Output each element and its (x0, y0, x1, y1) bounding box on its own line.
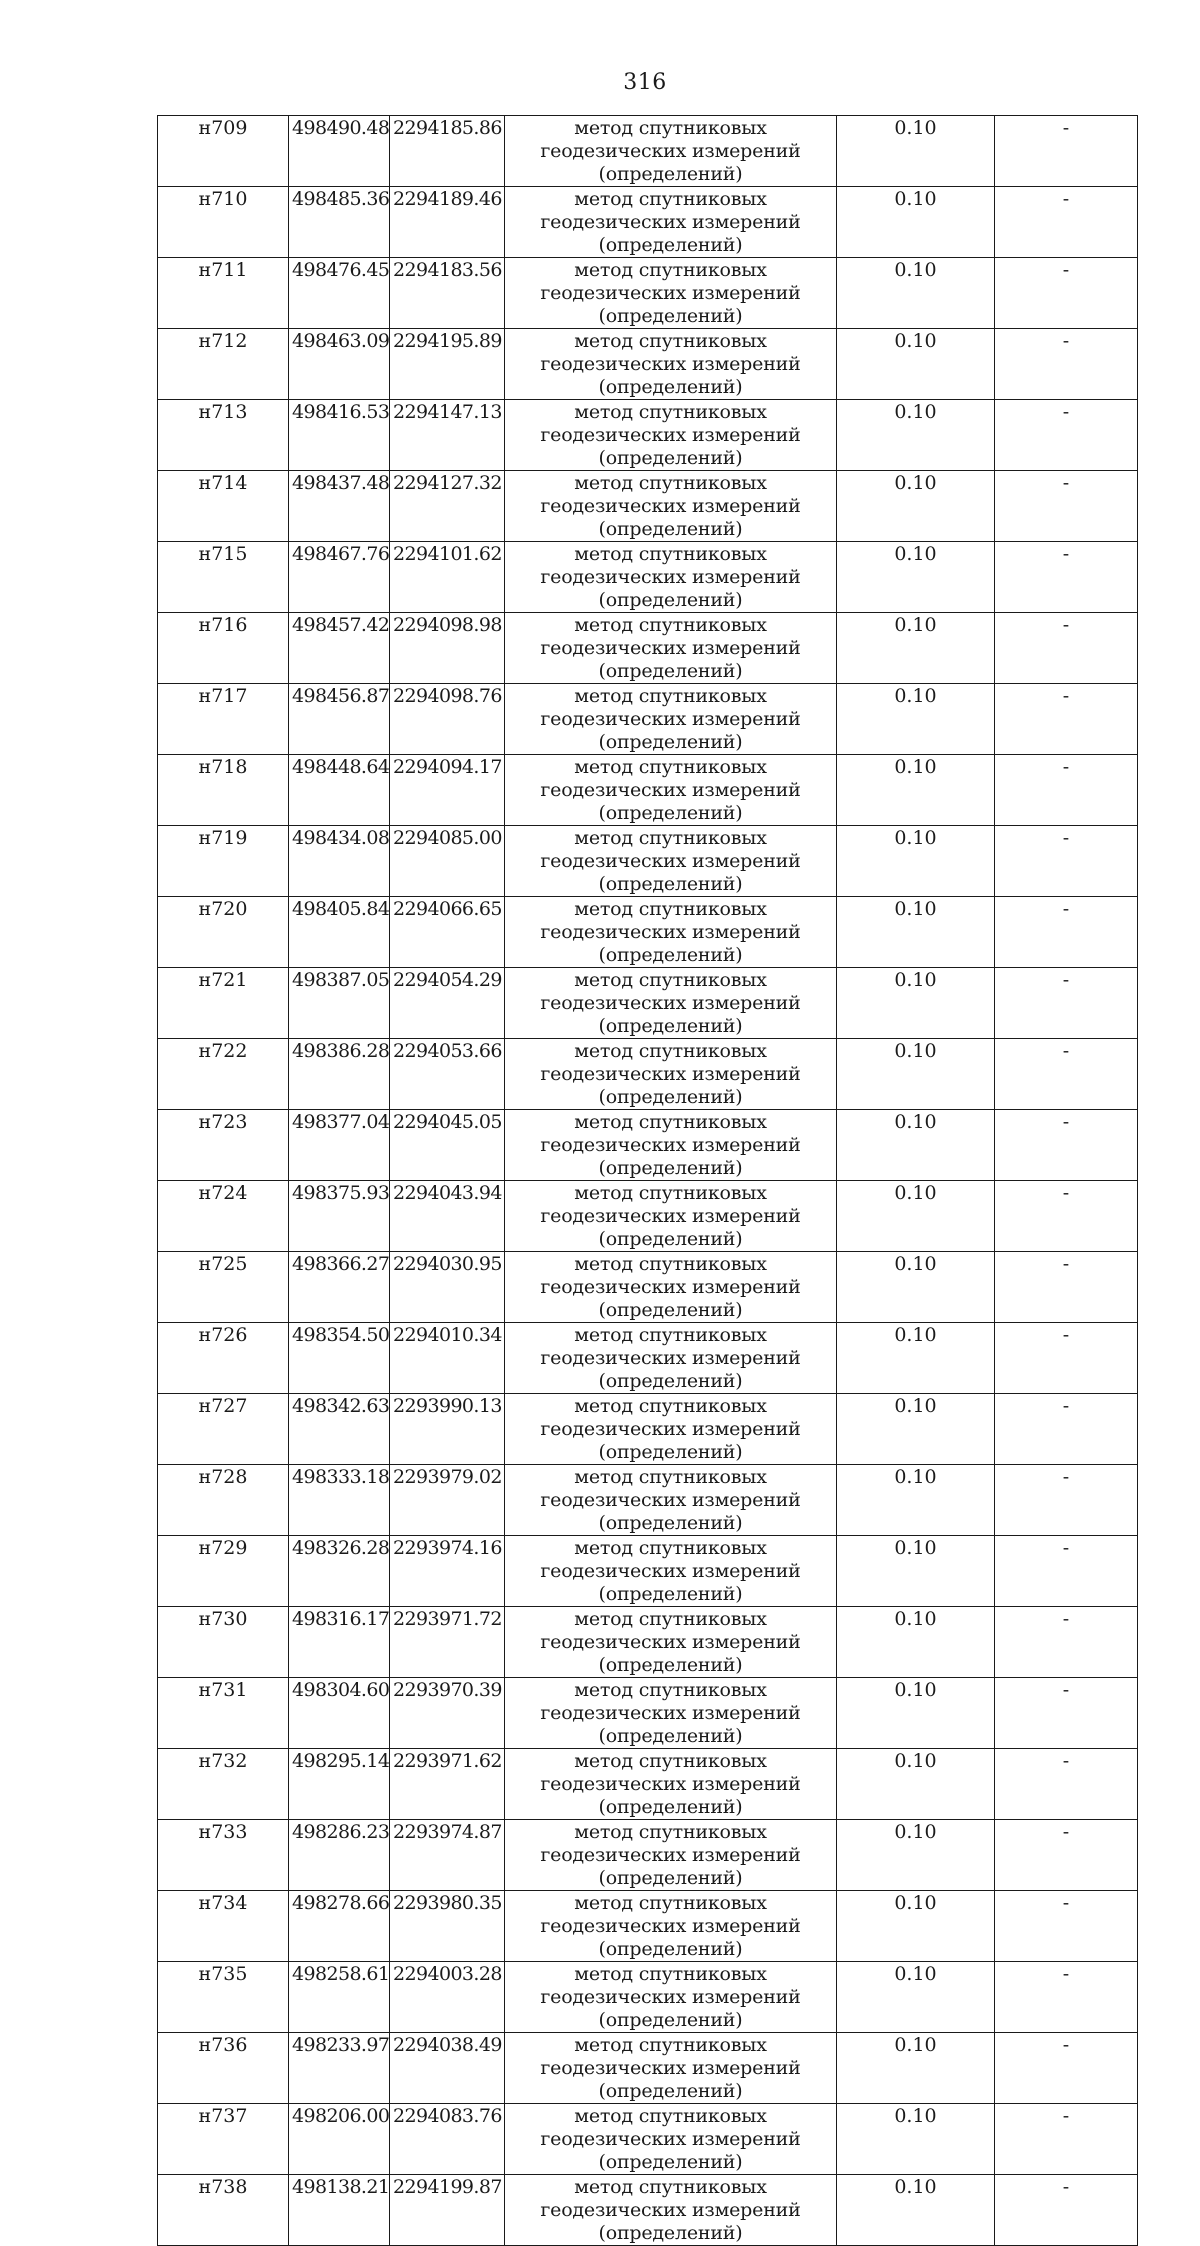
table-row (158, 542, 1138, 613)
point-name-cell: н736 (158, 2033, 289, 2104)
extra-cell: - (995, 1252, 1138, 1323)
coordinates-table-body (158, 116, 1138, 2246)
x-coordinate-cell: 498463.09 (289, 329, 390, 400)
table-row (158, 1465, 1138, 1536)
accuracy-cell: 0.10 (837, 542, 995, 613)
y-coordinate-cell: 2294189.46 (390, 187, 505, 258)
point-name-cell: н719 (158, 826, 289, 897)
method-cell: метод спутниковых геодезических измерений (определений) (505, 542, 837, 613)
extra-cell: - (995, 400, 1138, 471)
method-cell: метод спутниковых геодезических измерений (определений) (505, 1323, 837, 1394)
method-cell: метод спутниковых геодезических измерений (определений) (505, 1465, 837, 1536)
point-name-cell: н732 (158, 1749, 289, 1820)
accuracy-cell: 0.10 (837, 1252, 995, 1323)
x-coordinate-cell: 498416.53 (289, 400, 390, 471)
extra-cell: - (995, 613, 1138, 684)
x-coordinate-cell: 498233.97 (289, 2033, 390, 2104)
method-cell: метод спутниковых геодезических измерений (определений) (505, 2104, 837, 2175)
extra-cell: - (995, 1891, 1138, 1962)
point-name-cell: н734 (158, 1891, 289, 1962)
y-coordinate-cell: 2293974.16 (390, 1536, 505, 1607)
extra-cell: - (995, 1465, 1138, 1536)
y-coordinate-cell: 2293990.13 (390, 1394, 505, 1465)
accuracy-cell: 0.10 (837, 1820, 995, 1891)
method-cell: метод спутниковых геодезических измерений (определений) (505, 1252, 837, 1323)
x-coordinate-cell: 498286.23 (289, 1820, 390, 1891)
extra-cell: - (995, 1536, 1138, 1607)
extra-cell: - (995, 2175, 1138, 2246)
point-name-cell: н728 (158, 1465, 289, 1536)
point-name-cell: н709 (158, 116, 289, 187)
method-cell: метод спутниковых геодезических измерений (определений) (505, 1039, 837, 1110)
method-cell: метод спутниковых геодезических измерений (определений) (505, 1749, 837, 1820)
extra-cell: - (995, 2104, 1138, 2175)
extra-cell: - (995, 2033, 1138, 2104)
y-coordinate-cell: 2294003.28 (390, 1962, 505, 2033)
extra-cell: - (995, 329, 1138, 400)
accuracy-cell: 0.10 (837, 897, 995, 968)
table-row (158, 471, 1138, 542)
y-coordinate-cell: 2293979.02 (390, 1465, 505, 1536)
extra-cell: - (995, 1110, 1138, 1181)
method-cell: метод спутниковых геодезических измерений (определений) (505, 1962, 837, 2033)
table-row (158, 684, 1138, 755)
accuracy-cell: 0.10 (837, 1181, 995, 1252)
method-cell: метод спутниковых геодезических измерений (определений) (505, 400, 837, 471)
x-coordinate-cell: 498448.64 (289, 755, 390, 826)
x-coordinate-cell: 498295.14 (289, 1749, 390, 1820)
x-coordinate-cell: 498138.21 (289, 2175, 390, 2246)
accuracy-cell: 0.10 (837, 1394, 995, 1465)
method-cell: метод спутниковых геодезических измерений (определений) (505, 755, 837, 826)
accuracy-cell: 0.10 (837, 968, 995, 1039)
table-row (158, 613, 1138, 684)
x-coordinate-cell: 498467.76 (289, 542, 390, 613)
table-row (158, 258, 1138, 329)
point-name-cell: н737 (158, 2104, 289, 2175)
extra-cell: - (995, 1394, 1138, 1465)
x-coordinate-cell: 498456.87 (289, 684, 390, 755)
extra-cell: - (995, 1039, 1138, 1110)
extra-cell: - (995, 187, 1138, 258)
point-name-cell: н724 (158, 1181, 289, 1252)
table-row (158, 968, 1138, 1039)
table-row (158, 2104, 1138, 2175)
y-coordinate-cell: 2294101.62 (390, 542, 505, 613)
accuracy-cell: 0.10 (837, 1323, 995, 1394)
page-number: 316 (623, 70, 667, 95)
extra-cell: - (995, 116, 1138, 187)
accuracy-cell: 0.10 (837, 471, 995, 542)
y-coordinate-cell: 2294199.87 (390, 2175, 505, 2246)
y-coordinate-cell: 2294195.89 (390, 329, 505, 400)
accuracy-cell: 0.10 (837, 613, 995, 684)
x-coordinate-cell: 498387.05 (289, 968, 390, 1039)
table-row (158, 187, 1138, 258)
method-cell: метод спутниковых геодезических измерений (определений) (505, 826, 837, 897)
x-coordinate-cell: 498437.48 (289, 471, 390, 542)
table-row (158, 1678, 1138, 1749)
x-coordinate-cell: 498354.50 (289, 1323, 390, 1394)
x-coordinate-cell: 498333.18 (289, 1465, 390, 1536)
y-coordinate-cell: 2294147.13 (390, 400, 505, 471)
x-coordinate-cell: 498326.28 (289, 1536, 390, 1607)
accuracy-cell: 0.10 (837, 187, 995, 258)
y-coordinate-cell: 2293974.87 (390, 1820, 505, 1891)
method-cell: метод спутниковых геодезических измерений (определений) (505, 187, 837, 258)
x-coordinate-cell: 498476.45 (289, 258, 390, 329)
accuracy-cell: 0.10 (837, 755, 995, 826)
x-coordinate-cell: 498485.36 (289, 187, 390, 258)
point-name-cell: н729 (158, 1536, 289, 1607)
method-cell: метод спутниковых геодезических измерений (определений) (505, 1607, 837, 1678)
table-row (158, 1536, 1138, 1607)
y-coordinate-cell: 2294053.66 (390, 1039, 505, 1110)
x-coordinate-cell: 498434.08 (289, 826, 390, 897)
method-cell: метод спутниковых геодезических измерений (определений) (505, 2175, 837, 2246)
table-row (158, 826, 1138, 897)
y-coordinate-cell: 2294066.65 (390, 897, 505, 968)
table-row (158, 1749, 1138, 1820)
point-name-cell: н717 (158, 684, 289, 755)
accuracy-cell: 0.10 (837, 1749, 995, 1820)
point-name-cell: н715 (158, 542, 289, 613)
accuracy-cell: 0.10 (837, 1678, 995, 1749)
table-row (158, 1394, 1138, 1465)
table-row (158, 1252, 1138, 1323)
point-name-cell: н710 (158, 187, 289, 258)
x-coordinate-cell: 498304.60 (289, 1678, 390, 1749)
table-row (158, 400, 1138, 471)
y-coordinate-cell: 2294098.98 (390, 613, 505, 684)
accuracy-cell: 0.10 (837, 2175, 995, 2246)
extra-cell: - (995, 1749, 1138, 1820)
method-cell: метод спутниковых геодезических измерений (определений) (505, 329, 837, 400)
method-cell: метод спутниковых геодезических измерений (определений) (505, 613, 837, 684)
point-name-cell: н714 (158, 471, 289, 542)
table-row (158, 1891, 1138, 1962)
table-row (158, 1962, 1138, 2033)
point-name-cell: н718 (158, 755, 289, 826)
method-cell: метод спутниковых геодезических измерений (определений) (505, 1678, 837, 1749)
method-cell: метод спутниковых геодезических измерений (определений) (505, 897, 837, 968)
point-name-cell: н713 (158, 400, 289, 471)
accuracy-cell: 0.10 (837, 1039, 995, 1110)
accuracy-cell: 0.10 (837, 116, 995, 187)
y-coordinate-cell: 2294038.49 (390, 2033, 505, 2104)
method-cell: метод спутниковых геодезических измерений (определений) (505, 1891, 837, 1962)
extra-cell: - (995, 684, 1138, 755)
extra-cell: - (995, 968, 1138, 1039)
point-name-cell: н731 (158, 1678, 289, 1749)
table-row (158, 1039, 1138, 1110)
y-coordinate-cell: 2293971.62 (390, 1749, 505, 1820)
accuracy-cell: 0.10 (837, 684, 995, 755)
accuracy-cell: 0.10 (837, 400, 995, 471)
method-cell: метод спутниковых геодезических измерений (определений) (505, 471, 837, 542)
table-row (158, 1323, 1138, 1394)
extra-cell: - (995, 826, 1138, 897)
extra-cell: - (995, 1607, 1138, 1678)
method-cell: метод спутниковых геодезических измерений (определений) (505, 1181, 837, 1252)
method-cell: метод спутниковых геодезических измерений (определений) (505, 1536, 837, 1607)
x-coordinate-cell: 498278.66 (289, 1891, 390, 1962)
point-name-cell: н738 (158, 2175, 289, 2246)
y-coordinate-cell: 2294183.56 (390, 258, 505, 329)
method-cell: метод спутниковых геодезических измерений (определений) (505, 258, 837, 329)
y-coordinate-cell: 2293971.72 (390, 1607, 505, 1678)
extra-cell: - (995, 258, 1138, 329)
method-cell: метод спутниковых геодезических измерений (определений) (505, 1394, 837, 1465)
method-cell: метод спутниковых геодезических измерений (определений) (505, 684, 837, 755)
y-coordinate-cell: 2294043.94 (390, 1181, 505, 1252)
x-coordinate-cell: 498342.63 (289, 1394, 390, 1465)
table-row (158, 1820, 1138, 1891)
accuracy-cell: 0.10 (837, 1891, 995, 1962)
x-coordinate-cell: 498375.93 (289, 1181, 390, 1252)
coordinates-table (157, 115, 1138, 2246)
extra-cell: - (995, 755, 1138, 826)
point-name-cell: н720 (158, 897, 289, 968)
y-coordinate-cell: 2293980.35 (390, 1891, 505, 1962)
extra-cell: - (995, 1678, 1138, 1749)
table-row (158, 2033, 1138, 2104)
point-name-cell: н716 (158, 613, 289, 684)
method-cell: метод спутниковых геодезических измерений (определений) (505, 116, 837, 187)
method-cell: метод спутниковых геодезических измерений (определений) (505, 1820, 837, 1891)
point-name-cell: н721 (158, 968, 289, 1039)
accuracy-cell: 0.10 (837, 2033, 995, 2104)
extra-cell: - (995, 1820, 1138, 1891)
point-name-cell: н726 (158, 1323, 289, 1394)
table-row (158, 329, 1138, 400)
point-name-cell: н722 (158, 1039, 289, 1110)
accuracy-cell: 0.10 (837, 2104, 995, 2175)
y-coordinate-cell: 2294010.34 (390, 1323, 505, 1394)
point-name-cell: н725 (158, 1252, 289, 1323)
point-name-cell: н735 (158, 1962, 289, 2033)
method-cell: метод спутниковых геодезических измерений (определений) (505, 968, 837, 1039)
point-name-cell: н733 (158, 1820, 289, 1891)
x-coordinate-cell: 498386.28 (289, 1039, 390, 1110)
extra-cell: - (995, 542, 1138, 613)
point-name-cell: н712 (158, 329, 289, 400)
table-row (158, 1181, 1138, 1252)
x-coordinate-cell: 498490.48 (289, 116, 390, 187)
table-row (158, 116, 1138, 187)
method-cell: метод спутниковых геодезических измерений (определений) (505, 2033, 837, 2104)
table-row (158, 1110, 1138, 1181)
accuracy-cell: 0.10 (837, 1465, 995, 1536)
y-coordinate-cell: 2294098.76 (390, 684, 505, 755)
table-row (158, 1607, 1138, 1678)
extra-cell: - (995, 1323, 1138, 1394)
x-coordinate-cell: 498206.00 (289, 2104, 390, 2175)
x-coordinate-cell: 498258.61 (289, 1962, 390, 2033)
accuracy-cell: 0.10 (837, 1607, 995, 1678)
extra-cell: - (995, 1962, 1138, 2033)
table-row (158, 755, 1138, 826)
accuracy-cell: 0.10 (837, 1536, 995, 1607)
x-coordinate-cell: 498405.84 (289, 897, 390, 968)
point-name-cell: н730 (158, 1607, 289, 1678)
x-coordinate-cell: 498316.17 (289, 1607, 390, 1678)
extra-cell: - (995, 471, 1138, 542)
y-coordinate-cell: 2294030.95 (390, 1252, 505, 1323)
y-coordinate-cell: 2294083.76 (390, 2104, 505, 2175)
accuracy-cell: 0.10 (837, 826, 995, 897)
accuracy-cell: 0.10 (837, 258, 995, 329)
accuracy-cell: 0.10 (837, 1962, 995, 2033)
x-coordinate-cell: 498457.42 (289, 613, 390, 684)
y-coordinate-cell: 2294045.05 (390, 1110, 505, 1181)
y-coordinate-cell: 2294185.86 (390, 116, 505, 187)
x-coordinate-cell: 498377.04 (289, 1110, 390, 1181)
accuracy-cell: 0.10 (837, 329, 995, 400)
y-coordinate-cell: 2294127.32 (390, 471, 505, 542)
table-row (158, 2175, 1138, 2246)
y-coordinate-cell: 2294054.29 (390, 968, 505, 1039)
point-name-cell: н727 (158, 1394, 289, 1465)
point-name-cell: н711 (158, 258, 289, 329)
point-name-cell: н723 (158, 1110, 289, 1181)
y-coordinate-cell: 2294094.17 (390, 755, 505, 826)
table-row (158, 897, 1138, 968)
x-coordinate-cell: 498366.27 (289, 1252, 390, 1323)
method-cell: метод спутниковых геодезических измерений (определений) (505, 1110, 837, 1181)
extra-cell: - (995, 1181, 1138, 1252)
extra-cell: - (995, 897, 1138, 968)
accuracy-cell: 0.10 (837, 1110, 995, 1181)
y-coordinate-cell: 2294085.00 (390, 826, 505, 897)
y-coordinate-cell: 2293970.39 (390, 1678, 505, 1749)
